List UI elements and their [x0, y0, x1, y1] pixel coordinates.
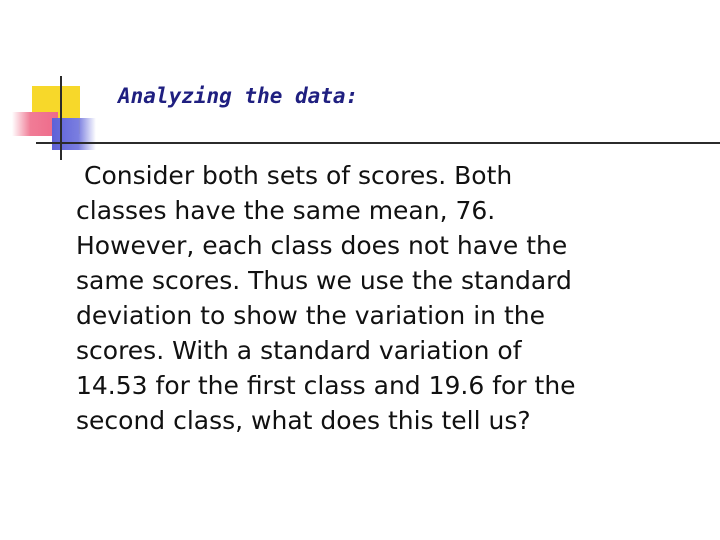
body-line-6: scores. With a standard variation of — [76, 336, 522, 365]
logo-vertical-line — [60, 76, 62, 160]
body-line-3: However, each class does not have the — [76, 231, 568, 260]
title-divider-line — [36, 142, 720, 144]
body-line-4: same scores. Thus we use the standard — [76, 266, 572, 295]
body-line-7: 14.53 for the first class and 19.6 for the — [76, 371, 576, 400]
body-line-2: classes have the same mean, 76. — [76, 196, 496, 225]
slide-logo-icon — [0, 0, 720, 170]
body-line-1: Consider both sets of scores. Both — [84, 161, 513, 190]
body-line-5: deviation to show the variation in the — [76, 301, 545, 330]
slide-title: Analyzing the data: — [118, 84, 359, 108]
logo-blue-square — [52, 118, 96, 150]
body-line-8: second class, what does this tell us? — [76, 406, 531, 435]
slide-body — [76, 158, 676, 438]
